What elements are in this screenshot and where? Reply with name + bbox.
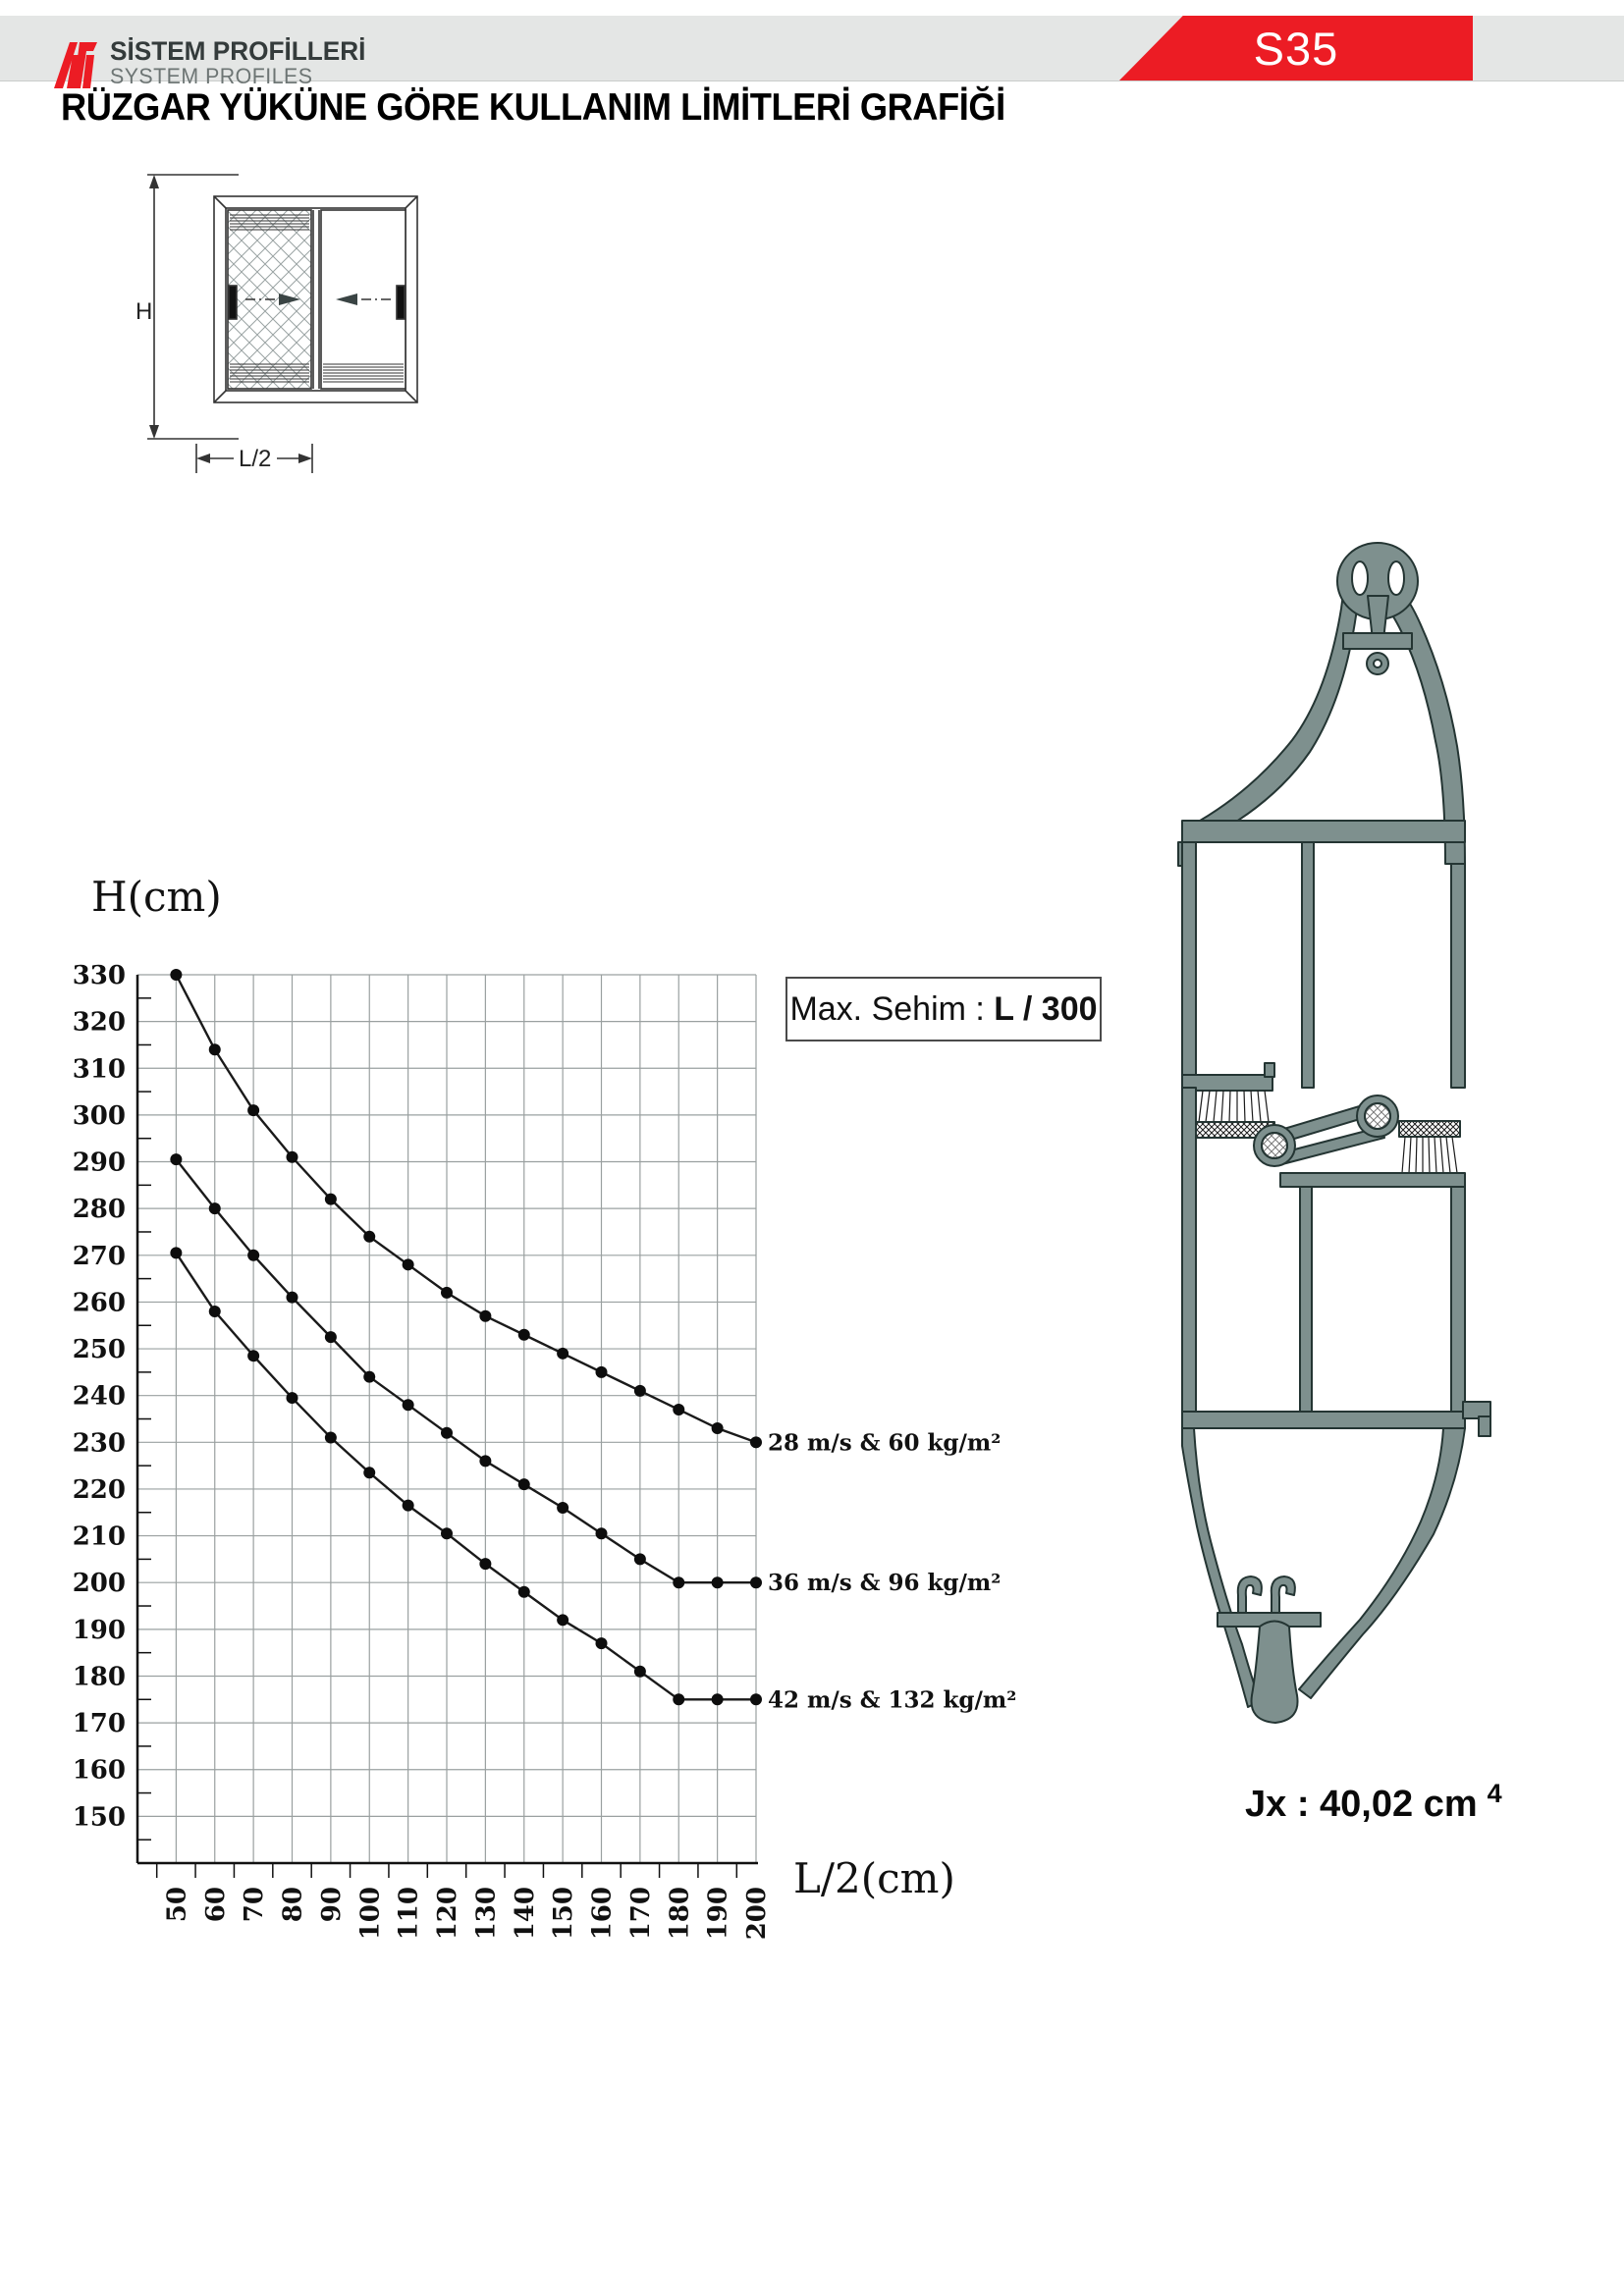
profile-bottom-left-wall [1182,1428,1260,1707]
x-tick-label: 190 [703,1887,733,1941]
y-tick-label: 200 [72,1569,126,1599]
y-tick-label: 300 [72,1100,126,1131]
right-brush-seal [1399,1121,1460,1137]
y-tick-label: 290 [72,1148,126,1178]
profile-top-flange [1182,821,1465,842]
data-point [247,1350,259,1362]
data-point [750,1576,762,1588]
moment-of-inertia [1245,1779,1502,1826]
x-tick-label: 120 [433,1887,462,1941]
data-point [750,1436,762,1448]
x-tick-label: 180 [665,1887,695,1941]
logo-subtitle: SYSTEM PROFILES [110,64,313,89]
right-sash-handle [397,286,405,319]
data-point [673,1693,684,1705]
y-tick-label: 160 [72,1755,126,1786]
data-point [209,1202,221,1214]
moment-of-inertia-exponent: 4 [1487,1779,1502,1808]
data-point [557,1614,568,1626]
y-axis-title: H(cm) [91,873,222,921]
left-sash [228,210,311,389]
x-tick-label: 50 [162,1887,192,1923]
logo-title: SİSTEM PROFİLLERİ [110,36,366,66]
height-dimension [147,175,239,439]
y-tick-label: 330 [72,961,126,990]
right-sash [321,210,406,389]
data-point [596,1366,608,1378]
window-diagram [108,162,461,496]
moment-of-inertia-text: Jx : 40,02 cm [1245,1784,1478,1825]
data-point [247,1250,259,1261]
data-point [479,1455,491,1467]
data-point [325,1432,337,1444]
data-point [403,1500,414,1512]
y-tick-label: 150 [72,1802,126,1833]
data-point [673,1576,684,1588]
profile-interlock [1182,1063,1465,1187]
data-point [363,1467,375,1478]
left-sash-handle [229,286,237,319]
company-logo-icon [54,39,99,88]
series-line-2 [176,1253,756,1699]
data-point [518,1478,530,1490]
y-tick-label: 310 [72,1054,126,1085]
y-tick-label: 180 [72,1662,126,1692]
data-point [441,1427,453,1439]
y-tick-label: 280 [72,1195,126,1225]
data-point [479,1558,491,1570]
data-point [170,969,182,981]
logo-text [110,37,374,87]
series-label-0: 28 m/s & 60 kg/m² [768,1429,1001,1457]
series-label-1: 36 m/s & 96 kg/m² [768,1570,1001,1597]
data-point [403,1399,414,1411]
x-tick-label: 100 [355,1887,386,1941]
width-dimension-label: L/2 [239,446,272,472]
data-point [403,1258,414,1270]
x-tick-label: 160 [587,1887,618,1941]
x-tick-label: 70 [240,1887,270,1923]
x-tick-label: 110 [394,1887,424,1941]
data-point [518,1329,530,1341]
data-point [287,1392,298,1404]
data-point [170,1153,182,1165]
x-tick-label: 170 [625,1887,656,1941]
x-tick-label: 130 [471,1887,502,1941]
series-line-1 [176,1159,756,1582]
data-point [325,1194,337,1205]
max-deflection-label: Max. Sehim : [789,989,995,1028]
x-tick-label: 80 [278,1887,308,1923]
page-title: RÜZGAR YÜKÜNE GÖRE KULLANIM LİMİTLERİ GRAFİĞİ [61,86,1005,129]
data-point [363,1231,375,1243]
data-point [479,1310,491,1322]
data-point [209,1043,221,1055]
data-point [518,1586,530,1598]
profile-bottom-bulb [1252,1622,1298,1724]
data-point [712,1422,724,1434]
data-point [441,1287,453,1299]
x-axis-title: L/2(cm) [793,1854,955,1902]
data-point [596,1527,608,1539]
data-point [363,1371,375,1383]
data-point [287,1292,298,1304]
data-point [634,1666,646,1678]
data-point [673,1404,684,1415]
data-point [634,1553,646,1565]
center-stile [313,210,319,389]
data-point [750,1693,762,1705]
series-label-2: 42 m/s & 132 kg/m² [768,1686,1017,1714]
y-tick-label: 240 [72,1381,126,1412]
data-point [557,1502,568,1514]
data-point [209,1306,221,1317]
y-tick-label: 220 [72,1474,126,1505]
profile-code: S35 [1253,22,1339,75]
data-point [712,1576,724,1588]
data-point [325,1331,337,1343]
profile-bottom-right-wall [1299,1428,1465,1698]
data-point [247,1104,259,1116]
x-tick-label: 90 [316,1887,347,1923]
height-dimension-label: H [135,298,153,325]
data-point [634,1385,646,1397]
y-tick-label: 230 [72,1428,126,1459]
profile-code-badge [1119,16,1473,80]
data-point [712,1693,724,1705]
y-tick-label: 170 [72,1709,126,1739]
profile-cross-section [1173,535,1497,1742]
y-tick-label: 320 [72,1007,126,1038]
data-point [596,1637,608,1649]
y-tick-label: 270 [72,1241,126,1271]
data-point [170,1247,182,1258]
data-point [557,1348,568,1360]
max-deflection-value: L / 300 [994,989,1098,1028]
x-tick-label: 200 [742,1887,772,1941]
x-tick-label: 150 [549,1887,579,1941]
data-point [441,1527,453,1539]
y-tick-label: 260 [72,1288,126,1318]
data-point [287,1151,298,1163]
max-deflection-note [785,977,1102,1041]
y-tick-label: 190 [72,1615,126,1645]
y-tick-label: 250 [72,1335,126,1365]
y-tick-label: 210 [72,1522,126,1552]
x-tick-label: 140 [510,1887,540,1941]
x-tick-label: 60 [200,1887,231,1923]
